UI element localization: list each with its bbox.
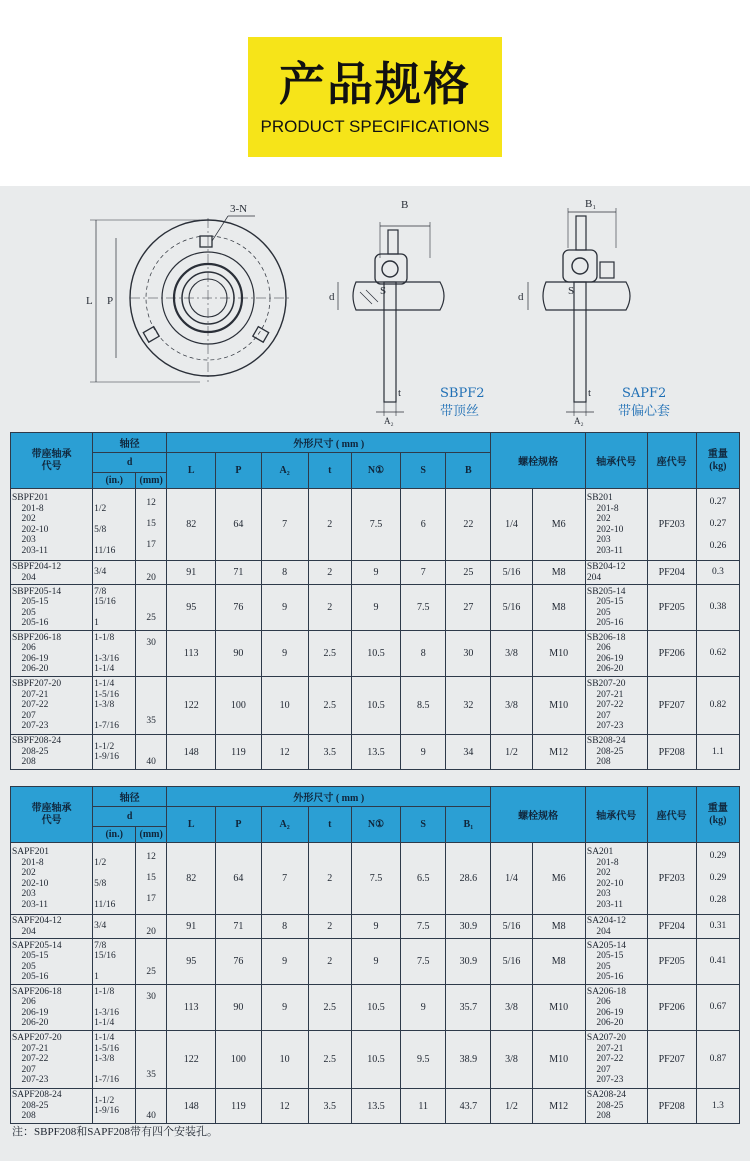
A2-cell: 8: [261, 915, 308, 939]
bearing-cell: SB207-20 207-21 207-22 207 207-23: [585, 677, 647, 735]
weight-cell: 0.27 0.27 0.26: [696, 489, 739, 561]
header-bearing: 轴承代号: [585, 787, 647, 843]
bearing-cell: SB208-24 208-25 208: [585, 735, 647, 770]
model-cell: SAPF201 201-8 202 202-10 203 203-11: [11, 843, 93, 915]
weight-cell: 1.3: [696, 1089, 739, 1124]
bolt-m-cell: M12: [532, 1089, 585, 1124]
S-cell: 9: [401, 985, 446, 1031]
mount-hole-right: [253, 327, 269, 343]
P-cell: 71: [216, 915, 261, 939]
B-cell: 32: [446, 677, 491, 735]
t-cell: 3.5: [308, 735, 351, 770]
collar-screw: [576, 216, 586, 250]
t-cell: 2.5: [308, 985, 351, 1031]
seat-cell: PF207: [647, 1031, 696, 1089]
header-P: P: [216, 807, 261, 843]
table-row: [11, 985, 740, 1031]
t-cell: 2.5: [308, 1031, 351, 1089]
bolt-m-cell: M10: [532, 985, 585, 1031]
P-cell: 119: [216, 1089, 261, 1124]
P-cell: 100: [216, 1031, 261, 1089]
header-d: d: [93, 453, 167, 473]
A2-cell: 7: [261, 489, 308, 561]
sapf-caption-model: SAPF2: [622, 386, 667, 401]
bolt-m-cell: M8: [532, 939, 585, 985]
header-model: 带座轴承 代号: [11, 787, 93, 843]
model-cell: SBPF205-14 205-15 205 205-16: [11, 585, 93, 631]
model-cell: SBPF204-12 204: [11, 561, 93, 585]
weight-cell: 0.38: [696, 585, 739, 631]
bolt-in-cell: 3/8: [491, 985, 532, 1031]
header-t: t: [308, 807, 351, 843]
seat-cell: PF203: [647, 843, 696, 915]
mm-cell: 25: [136, 939, 167, 985]
model-cell: SBPF207-20 207-21 207-22 207 207-23: [11, 677, 93, 735]
t-cell: 2: [308, 489, 351, 561]
set-screw: [388, 230, 398, 254]
N-cell: 9: [351, 561, 400, 585]
seat-cell: PF204: [647, 915, 696, 939]
model-cell: SBPF208-24 208-25 208: [11, 735, 93, 770]
bolt-m-cell: M6: [532, 489, 585, 561]
bolt-in-cell: 3/8: [491, 677, 532, 735]
header-bolt: 螺栓规格: [491, 787, 585, 843]
weight-cell: 1.1: [696, 735, 739, 770]
seat-cell: PF205: [647, 585, 696, 631]
S-cell: 7.5: [401, 915, 446, 939]
mm-cell: 25: [136, 585, 167, 631]
bearing-cell: SB206-18 206 206-19 206-20: [585, 631, 647, 677]
header-weight: 重量 (kg): [696, 433, 739, 489]
N-cell: 13.5: [351, 1089, 400, 1124]
bolt-in-cell: 3/8: [491, 631, 532, 677]
N-cell: 10.5: [351, 985, 400, 1031]
L-cell: 91: [167, 915, 216, 939]
B1-cell: 35.7: [446, 985, 491, 1031]
table-row: [11, 489, 740, 561]
sbpf-caption-desc: 带顶丝: [440, 404, 480, 419]
seat-cell: PF208: [647, 735, 696, 770]
model-cell: SBPF201 201-8 202 202-10 203 203-11: [11, 489, 93, 561]
L-cell: 122: [167, 677, 216, 735]
bearing-cell: SA201 201-8 202 202-10 203 203-11: [585, 843, 647, 915]
label-B1: B₁: [585, 198, 597, 210]
weight-cell: 0.31: [696, 915, 739, 939]
header-L: L: [167, 453, 216, 489]
seat-cell: PF204: [647, 561, 696, 585]
mm-cell: 12 15 17: [136, 489, 167, 561]
B1-cell: 28.6: [446, 843, 491, 915]
inch-cell: 1-1/2 1-9/16: [93, 1089, 136, 1124]
header-N: N①: [351, 453, 400, 489]
S-cell: 8.5: [401, 677, 446, 735]
spec-sheet: [0, 186, 750, 1161]
table-row: [11, 1089, 740, 1124]
N-cell: 10.5: [351, 1031, 400, 1089]
bolt-m-cell: M10: [532, 631, 585, 677]
B1-cell: 30.9: [446, 939, 491, 985]
header-S: S: [401, 453, 446, 489]
mm-cell: 35: [136, 677, 167, 735]
A2-cell: 7: [261, 843, 308, 915]
bolt-in-cell: 1/4: [491, 843, 532, 915]
S-cell: 11: [401, 1089, 446, 1124]
label-A2-2: A₂: [574, 416, 584, 426]
A2-cell: 9: [261, 985, 308, 1031]
header-A2: A₂: [261, 453, 308, 489]
header-in: (in.): [93, 473, 136, 489]
bearing-cell: SB205-14 205-15 205 205-16: [585, 585, 647, 631]
footnote: 注：SBPF208和SAPF208带有四个安装孔。: [12, 1126, 218, 1138]
table-row: [11, 843, 740, 915]
bolt-m-cell: M8: [532, 585, 585, 631]
model-cell: SAPF205-14 205-15 205 205-16: [11, 939, 93, 985]
bolt-m-cell: M12: [532, 735, 585, 770]
A2-cell: 10: [261, 1031, 308, 1089]
t-cell: 2: [308, 585, 351, 631]
banner-title: 产品规格: [279, 57, 471, 111]
t-cell: 2: [308, 561, 351, 585]
L-cell: 82: [167, 489, 216, 561]
sbpf-spec-table: [10, 432, 740, 770]
header-shaft: 轴径: [93, 433, 167, 453]
header-S: S: [401, 807, 446, 843]
model-cell: SAPF208-24 208-25 208: [11, 1089, 93, 1124]
bolt-m-cell: M8: [532, 915, 585, 939]
label-L: L: [86, 295, 93, 307]
bolt-in-cell: 3/8: [491, 1031, 532, 1089]
header-dims: 外形尺寸 ( mm ): [167, 433, 491, 453]
mm-cell: 40: [136, 735, 167, 770]
N-cell: 9: [351, 939, 400, 985]
seat-cell: PF207: [647, 677, 696, 735]
bolt-in-cell: 1/2: [491, 735, 532, 770]
sapf-spec-table: [10, 786, 740, 1124]
A2-cell: 12: [261, 1089, 308, 1124]
inch-cell: 7/8 15/16 1: [93, 939, 136, 985]
table-row: [11, 561, 740, 585]
bolt-in-cell: 5/16: [491, 915, 532, 939]
technical-drawing: [0, 186, 750, 426]
mm-cell: 12 15 17: [136, 843, 167, 915]
seat-cell: PF206: [647, 985, 696, 1031]
S-cell: 8: [401, 631, 446, 677]
mm-cell: 20: [136, 561, 167, 585]
N-cell: 10.5: [351, 631, 400, 677]
A2-cell: 12: [261, 735, 308, 770]
label-d-2: d: [518, 291, 524, 303]
A2-cell: 8: [261, 561, 308, 585]
bearing-cell: SB201 201-8 202 202-10 203 203-11: [585, 489, 647, 561]
L-cell: 95: [167, 585, 216, 631]
P-cell: 90: [216, 985, 261, 1031]
t-cell: 2: [308, 915, 351, 939]
N-cell: 7.5: [351, 489, 400, 561]
L-cell: 82: [167, 843, 216, 915]
t-cell: 3.5: [308, 1089, 351, 1124]
A2-cell: 9: [261, 585, 308, 631]
weight-cell: 0.62: [696, 631, 739, 677]
bolt-in-cell: 5/16: [491, 585, 532, 631]
t-cell: 2: [308, 939, 351, 985]
S-cell: 7: [401, 561, 446, 585]
A2-cell: 10: [261, 677, 308, 735]
table-row: [11, 631, 740, 677]
N-cell: 13.5: [351, 735, 400, 770]
seat-cell: PF203: [647, 489, 696, 561]
S-cell: 6.5: [401, 843, 446, 915]
header-mm: (mm): [136, 473, 167, 489]
P-cell: 76: [216, 585, 261, 631]
table-row: [11, 915, 740, 939]
L-cell: 113: [167, 985, 216, 1031]
L-cell: 91: [167, 561, 216, 585]
weight-cell: 0.87: [696, 1031, 739, 1089]
L-cell: 113: [167, 631, 216, 677]
inch-cell: 1/2 5/8 11/16: [93, 489, 136, 561]
inch-cell: 1-1/2 1-9/16: [93, 735, 136, 770]
label-B: B: [401, 199, 409, 211]
weight-cell: 0.3: [696, 561, 739, 585]
L-cell: 95: [167, 939, 216, 985]
header-seat: 座代号: [647, 787, 696, 843]
table-row: [11, 939, 740, 985]
mount-hole-top: [200, 236, 212, 247]
t-cell: 2: [308, 843, 351, 915]
P-cell: 71: [216, 561, 261, 585]
bolt-in-cell: 5/16: [491, 939, 532, 985]
P-cell: 64: [216, 489, 261, 561]
B-cell: 34: [446, 735, 491, 770]
N-cell: 9: [351, 915, 400, 939]
label-S: S: [380, 285, 387, 297]
inch-cell: 1-1/4 1-5/16 1-3/8 1-7/16: [93, 677, 136, 735]
model-cell: SAPF207-20 207-21 207-22 207 207-23: [11, 1031, 93, 1089]
label-holes: 3-N: [230, 203, 248, 215]
label-t-2: t: [588, 387, 592, 399]
A2-cell: 9: [261, 631, 308, 677]
N-cell: 7.5: [351, 843, 400, 915]
title-banner: [248, 37, 502, 157]
B1-cell: 30.9: [446, 915, 491, 939]
inch-cell: 7/8 15/16 1: [93, 585, 136, 631]
bolt-m-cell: M10: [532, 677, 585, 735]
B-cell: 30: [446, 631, 491, 677]
inch-cell: 1-1/8 1-3/16 1-1/4: [93, 631, 136, 677]
L-cell: 148: [167, 735, 216, 770]
B-cell: 27: [446, 585, 491, 631]
inch-cell: 3/4: [93, 915, 136, 939]
B-cell: 22: [446, 489, 491, 561]
mm-cell: 30: [136, 985, 167, 1031]
inch-cell: 1-1/4 1-5/16 1-3/8 1-7/16: [93, 1031, 136, 1089]
header-bolt: 螺栓规格: [491, 433, 585, 489]
mount-hole-left: [143, 327, 159, 343]
header-N: N①: [351, 807, 400, 843]
header-dims: 外形尺寸 ( mm ): [167, 787, 491, 807]
inch-cell: 3/4: [93, 561, 136, 585]
bolt-m-cell: M8: [532, 561, 585, 585]
header-shaft: 轴径: [93, 787, 167, 807]
bolt-m-cell: M10: [532, 1031, 585, 1089]
P-cell: 100: [216, 677, 261, 735]
model-cell: SAPF204-12 204: [11, 915, 93, 939]
P-cell: 90: [216, 631, 261, 677]
weight-cell: 0.41: [696, 939, 739, 985]
label-d: d: [329, 291, 335, 303]
banner-subtitle: PRODUCT SPECIFICATIONS: [260, 117, 490, 136]
bolt-in-cell: 5/16: [491, 561, 532, 585]
bolt-in-cell: 1/2: [491, 1089, 532, 1124]
label-P: P: [107, 295, 114, 307]
model-cell: SAPF206-18 206 206-19 206-20: [11, 985, 93, 1031]
mm-cell: 40: [136, 1089, 167, 1124]
weight-cell: 0.82: [696, 677, 739, 735]
header-model: 带座轴承 代号: [11, 433, 93, 489]
bearing-cell: SB204-12 204: [585, 561, 647, 585]
header-B1: B₁: [446, 807, 491, 843]
label-t: t: [398, 387, 402, 399]
mm-cell: 30: [136, 631, 167, 677]
mm-cell: 35: [136, 1031, 167, 1089]
bearing-cell: SA208-24 208-25 208: [585, 1089, 647, 1124]
S-cell: 9: [401, 735, 446, 770]
table-row: [11, 585, 740, 631]
bearing-cell: SA207-20 207-21 207-22 207 207-23: [585, 1031, 647, 1089]
label-A2: A₂: [384, 416, 394, 426]
N-cell: 10.5: [351, 677, 400, 735]
seat-cell: PF208: [647, 1089, 696, 1124]
sapf-caption-desc: 带偏心套: [618, 404, 671, 419]
header-t: t: [308, 453, 351, 489]
bolt-m-cell: M6: [532, 843, 585, 915]
header-L: L: [167, 807, 216, 843]
label-S-2: S: [568, 285, 575, 297]
bearing-cell: SA206-18 206 206-19 206-20: [585, 985, 647, 1031]
header-B: B: [446, 453, 491, 489]
header-seat: 座代号: [647, 433, 696, 489]
P-cell: 64: [216, 843, 261, 915]
header-bearing: 轴承代号: [585, 433, 647, 489]
seat-cell: PF206: [647, 631, 696, 677]
bolt-in-cell: 1/4: [491, 489, 532, 561]
weight-cell: 0.29 0.29 0.28: [696, 843, 739, 915]
header-d: d: [93, 807, 167, 827]
S-cell: 7.5: [401, 939, 446, 985]
weight-cell: 0.67: [696, 985, 739, 1031]
header-A2: A₂: [261, 807, 308, 843]
model-cell: SBPF206-18 206 206-19 206-20: [11, 631, 93, 677]
table-row: [11, 1031, 740, 1089]
table-row: [11, 677, 740, 735]
P-cell: 119: [216, 735, 261, 770]
B1-cell: 43.7: [446, 1089, 491, 1124]
sbpf-caption-model: SBPF2: [440, 386, 485, 401]
header-mm: (mm): [136, 827, 167, 843]
B1-cell: 38.9: [446, 1031, 491, 1089]
L-cell: 122: [167, 1031, 216, 1089]
header-in: (in.): [93, 827, 136, 843]
B-cell: 25: [446, 561, 491, 585]
N-cell: 9: [351, 585, 400, 631]
P-cell: 76: [216, 939, 261, 985]
table-row: [11, 735, 740, 770]
L-cell: 148: [167, 1089, 216, 1124]
bearing-cell: SA205-14 205-15 205 205-16: [585, 939, 647, 985]
inch-cell: 1-1/8 1-3/16 1-1/4: [93, 985, 136, 1031]
t-cell: 2.5: [308, 631, 351, 677]
seat-cell: PF205: [647, 939, 696, 985]
t-cell: 2.5: [308, 677, 351, 735]
inch-cell: 1/2 5/8 11/16: [93, 843, 136, 915]
bearing-cell: SA204-12 204: [585, 915, 647, 939]
S-cell: 7.5: [401, 585, 446, 631]
header-P: P: [216, 453, 261, 489]
S-cell: 6: [401, 489, 446, 561]
A2-cell: 9: [261, 939, 308, 985]
header-weight: 重量 (kg): [696, 787, 739, 843]
mm-cell: 20: [136, 915, 167, 939]
S-cell: 9.5: [401, 1031, 446, 1089]
